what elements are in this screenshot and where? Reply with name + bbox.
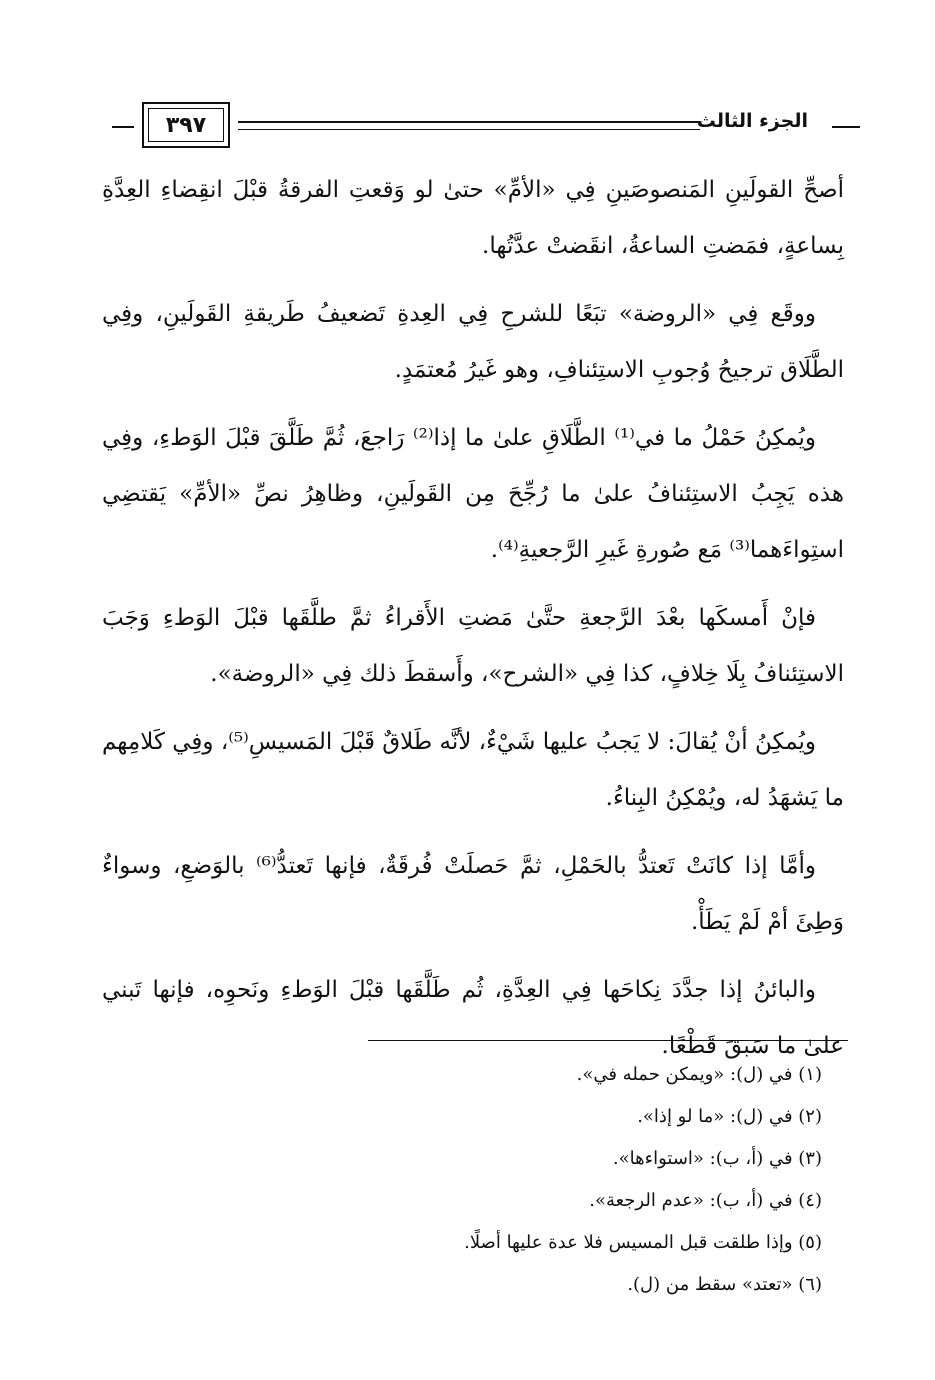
- paragraph: أصحِّ القولَينِ المَنصوصَينِ فِي «الأمِّ» حتىٰ لو وَقعتِ الفرقةُ قبْلَ انقِضاءِ العِدَّةِ بِساعةٍ، فمَضتِ الساعةُ، انقَضتْ عدَّتُها.: [102, 177, 844, 259]
- header-rule-left: [112, 126, 134, 128]
- footnote-separator: [368, 1040, 848, 1041]
- footnote: (٤) في (أ، ب): «عدم الرجعة».: [589, 1190, 822, 1211]
- footnote: (٣) في (أ، ب): «استواءها».: [612, 1148, 822, 1169]
- running-header: [112, 96, 860, 156]
- paragraph: ووقَع فِي «الروضة» تبَعًا للشرحِ فِي العِدةِ تَضعيفُ طَريقةِ القَولَينِ، وفِي الطَّلَاق ترجيحُ وُجوبِ الاستِئنافِ، وهو غَيرُ مُعتمَدٍ.: [102, 301, 844, 383]
- header-rule-middle: [238, 121, 700, 130]
- paragraph: فإنْ أَمسكَها بعْدَ الرَّجعةِ حتَّىٰ مَضتِ الأَقراءُ ثمَّ طلَّقَها قبْلَ الوَطءِ وَجَبَ الاستِئنافُ بِلَا خِلافٍ، كذا فِي «الشرح»، وأَسقطَ ذلك فِي «الروضة».: [102, 605, 844, 687]
- paragraph: والبائنُ إذا جدَّدَ نِكاحَها فِي العِدَّةِ، ثُم طَلَّقَها قبْلَ الوَطءِ ونَحوِه، فإنها تَبني علىٰ ما سَبقَ قَطْعًا.: [102, 977, 844, 1059]
- footnote: (٥) وإذا طلقت قبل المسيس فلا عدة عليها أصلًا.: [464, 1232, 822, 1253]
- footnote: (٢) في (ل): «ما لو إذا».: [637, 1106, 822, 1127]
- header-rule-right: [832, 126, 860, 128]
- section-title: الجزء الثالث: [696, 110, 808, 132]
- paragraph: ويُمكِنُ أنْ يُقالَ: لا يَجبُ عليها شَيْءٌ، لأنَّه طَلاقٌ قَبْلَ المَسيسِ⁽⁵⁾، وفِي كَلامِهم ما يَشهَدُ له، ويُمْكِنُ البِناءُ.: [102, 729, 844, 811]
- footnote: (٦) «تعتد» سقط من (ل).: [627, 1274, 822, 1295]
- paragraph: وأمَّا إذا كانَتْ تَعتدُّ بالحَمْلِ، ثمَّ حَصلَتْ فُرقَةٌ، فإنها تَعتدُّ⁽⁶⁾ بالوَضعِ، وسواءٌ وَطِئَ أمْ لَمْ يَطَأْ.: [102, 853, 844, 935]
- footnote: (١) في (ل): «ويمكن حمله في».: [576, 1064, 822, 1085]
- main-text: [102, 162, 844, 1086]
- paragraph: ويُمكِنُ حَمْلُ ما في⁽¹⁾ الطَّلَاقِ علىٰ ما إذا⁽²⁾ رَاجعَ، ثُمَّ طَلَّقَ قبْلَ الوَطءِ، وفِي هذه يَجِبُ الاستِئنافُ علىٰ ما رُجِّحَ مِن القَولَينِ، وظاهِرُ نصِّ «الأمِّ» يَقتضِي استِواءَهما⁽³⁾ مَع صُورةِ غَيرِ الرَّجعيةِ⁽⁴⁾.: [102, 425, 844, 563]
- page-number-box: [142, 102, 230, 148]
- page-number: ٣٩٧: [148, 108, 224, 142]
- footnotes: [300, 1054, 822, 1306]
